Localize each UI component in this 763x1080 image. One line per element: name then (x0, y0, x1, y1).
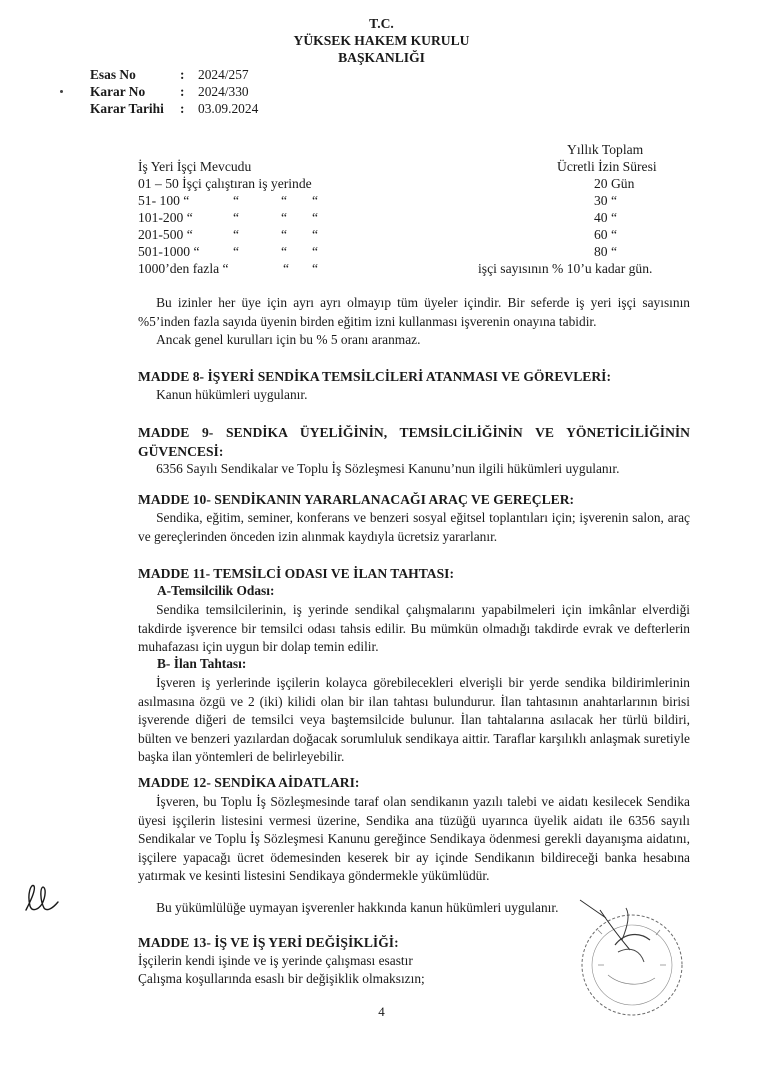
row-range: 501-1000 “ (138, 244, 200, 259)
meta-key: Esas No (90, 67, 136, 82)
madde-10-title: MADDE 10- SENDİKANIN YARARLANACAĞI ARAÇ VE GEREÇLER: (138, 492, 575, 507)
col2-header-2: Ücretli İzin Süresi (557, 159, 657, 174)
ditto-mark: “ (281, 193, 288, 208)
row-value: 60 “ (594, 227, 618, 242)
meta-value: 2024/257 (198, 67, 249, 82)
madde-11-title: MADDE 11- TEMSİLCİ ODASI VE İLAN TAHTASI: (138, 566, 454, 581)
row-range: 01 – 50 İşçi çalıştıran iş yerinde (138, 176, 312, 191)
ditto-mark: “ (312, 227, 319, 242)
madde-11-sub-b: B- İlan Tahtası: (157, 656, 247, 671)
madde-13-line1: İşçilerin kendi işinde ve iş yerinde çalışması esastır (138, 953, 413, 968)
row-range: 1000’den fazla “ (138, 261, 229, 276)
header-institution: YÜKSEK HAKEM KURULU (293, 33, 470, 48)
col1-header: İş Yeri İşçi Mevcudu (138, 159, 252, 174)
handwritten-initial-icon (22, 880, 64, 920)
row-range: 51- 100 “ (138, 193, 190, 208)
meta-key: Karar No (90, 84, 146, 99)
meta-row-esas (90, 66, 258, 83)
madde-13-line2: Çalışma koşullarında esaslı bir değişiklik olmaksızın; (138, 971, 425, 986)
meta-row-tarih (90, 100, 258, 117)
row-value: 30 “ (594, 193, 618, 208)
paragraph-izin: Bu izinler her üye için ayrı ayrı olmayıp tüm üyeler içindir. Bir seferde iş yeri işçi sayısının %5’inden fazla sayıda üyenin birden eğitim izni kullanması işverenin onayına tabidir. (138, 295, 690, 329)
ditto-mark: “ (233, 244, 240, 259)
page-number: 4 (378, 1004, 385, 1019)
meta-row-karar (90, 83, 258, 100)
madde-9-title: MADDE 9- SENDİKA ÜYELİĞİNİN, TEMSİLCİLİĞİNİN VE YÖNETİCİLİĞİNİN GÜVENCESİ: (138, 425, 690, 459)
ditto-mark: “ (233, 193, 240, 208)
madde-12-title: MADDE 12- SENDİKA AİDATLARI: (138, 775, 360, 790)
ditto-mark: “ (281, 227, 288, 242)
row-range: 201-500 “ (138, 227, 193, 242)
ditto-mark: “ (312, 193, 319, 208)
official-seal-stamp-icon (540, 870, 690, 1020)
ditto-mark: “ (312, 261, 319, 276)
row-value: 80 “ (594, 244, 618, 259)
ditto-mark: “ (281, 210, 288, 225)
madde-13-title: MADDE 13- İŞ VE İŞ YERİ DEĞİŞİKLİĞİ: (138, 935, 399, 950)
madde-12-body: İşveren, bu Toplu İş Sözleşmesinde taraf olan sendikanın yazılı talebi ve aidatı kesilecek Sendika üyesi işçilerin listesini vermesi üzerine, Sendika ana tüzüğü uyarınca üyelik aidatı ile 6356 sayılı Sendikalar ve Toplu İş Sözleşmesi Kanunu gereğince Sendikaya ödenmesi gerekli dayanışma aidatını, işçilere yapacağı ücret ödemesinden keserek bir ay içinde Sendikanın bildireceği banka hesabına yatırmak ve kesinti listesini Sendikaya göndermekle yükümlüdür. (138, 794, 690, 883)
ditto-mark: “ (281, 244, 288, 259)
row-range: 101-200 “ (138, 210, 193, 225)
paragraph-izin-genel-kurul: Ancak genel kurulları için bu % 5 oranı aranmaz. (156, 332, 421, 347)
meta-colon: : (180, 84, 185, 99)
meta-value: 03.09.2024 (198, 101, 259, 116)
row-value: 40 “ (594, 210, 618, 225)
scan-dot (60, 90, 63, 93)
madde-12-body2: Bu yükümlülüğe uymayan işverenler hakkında kanun hükümleri uygulanır. (156, 900, 559, 915)
ditto-mark: “ (233, 210, 240, 225)
madde-8-title: MADDE 8- İŞYERİ SENDİKA TEMSİLCİLERİ ATANMASI VE GÖREVLERİ: (138, 369, 611, 384)
madde-8-body: Kanun hükümleri uygulanır. (156, 387, 308, 402)
ditto-mark: “ (312, 244, 319, 259)
ditto-mark: “ (312, 210, 319, 225)
meta-colon: : (180, 101, 185, 116)
row-value: işçi sayısının % 10’u kadar gün. (478, 261, 653, 276)
header-presidency: BAŞKANLIĞI (338, 50, 425, 65)
meta-colon: : (180, 67, 185, 82)
madde-9-body: 6356 Sayılı Sendikalar ve Toplu İş Sözleşmesi Kanunu’nun ilgili hükümleri uygulanır. (156, 461, 620, 476)
meta-key: Karar Tarihi (90, 101, 164, 116)
ditto-mark: “ (283, 261, 290, 276)
meta-value: 2024/330 (198, 84, 249, 99)
header-tc: T.C. (369, 16, 394, 31)
col2-header-1: Yıllık Toplam (567, 142, 644, 157)
row-value: 20 Gün (594, 176, 635, 191)
ditto-mark: “ (233, 227, 240, 242)
madde-11-body-b: İşveren iş yerlerinde işçilerin kolayca görebilecekleri elverişli bir yerde sendika bildirimlerinin asılmasına özgü ve 2 (iki) kilidi olan bir ilan tahtası bulundurur. İlan tahtasının anahtarlarının birisi işverende diğeri de temsilci veya baştemsilcide bulunur. İlan tahtalarına asılacak her türlü bildiri, bülten ve benzeri yazılardan doğacak sorumluluk sendikaya aittir. Taraflar karşılıklı anlaşmak suretiyle başka ilan yöntemleri de belirleyebilir. (138, 675, 690, 764)
madde-11-sub-a: A-Temsilcilik Odası: (157, 583, 275, 598)
madde-11-body-a: Sendika temsilcilerinin, iş yerinde sendikal çalışmalarını yapabilmeleri için imkânlar elverdiği takdirde işverence bir temsilci odası tahsis edilir. Bu mümkün olmadığı takdirde evrak ve defterlerin muhafazası için uygun bir dolap temin edilir. (138, 602, 690, 654)
madde-10-body: Sendika, eğitim, seminer, konferans ve benzeri sosyal eğitsel toplantıları için; işverenin salon, araç ve gereçlerinden önceden izin alınmak kaydıyla ücretsiz yararlanır. (138, 510, 690, 544)
case-meta (90, 66, 258, 117)
